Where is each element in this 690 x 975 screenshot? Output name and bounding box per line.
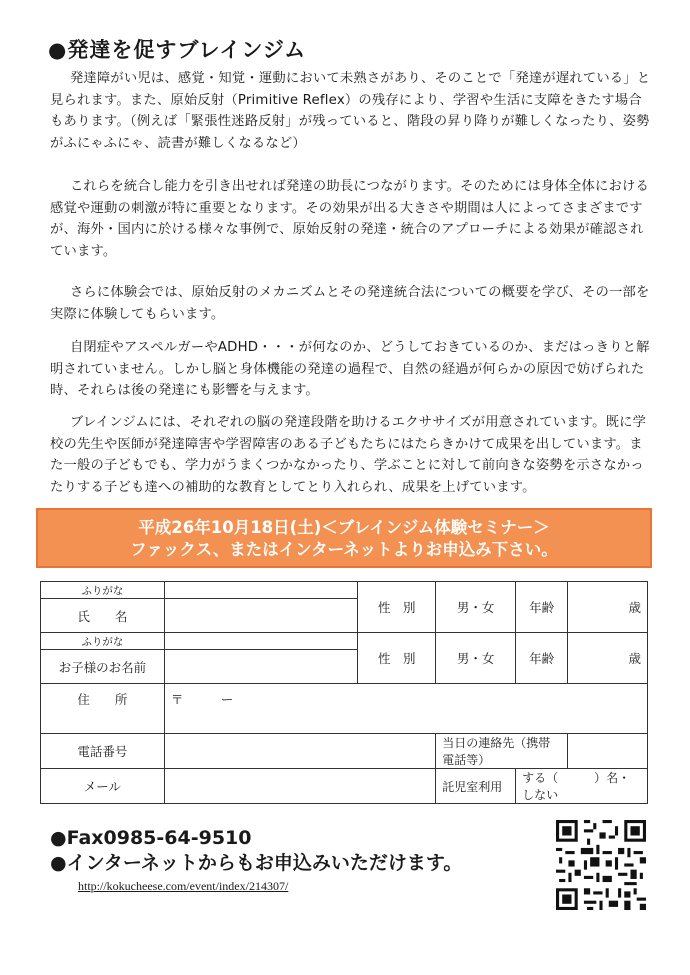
day-contact-label: 当日の連絡先（携帯電話等） xyxy=(436,734,568,769)
child-age-input[interactable] xyxy=(568,633,648,684)
address-label: 住 所 xyxy=(41,684,165,734)
contact-block xyxy=(50,826,462,876)
childcare-label: 託児室利用 xyxy=(436,769,516,804)
furigana-label: ふりがな xyxy=(41,582,165,599)
day-contact-input[interactable] xyxy=(568,734,648,769)
gender-label: 性 別 xyxy=(358,582,436,633)
email-label: メール xyxy=(41,769,165,804)
child-furigana-input[interactable] xyxy=(164,633,358,650)
age-label: 年齢 xyxy=(516,582,568,633)
page-title: ●発達を促すブレインジム xyxy=(48,38,307,62)
seminar-banner xyxy=(36,508,652,568)
phone-label: 電話番号 xyxy=(41,734,165,769)
application-form xyxy=(40,581,648,804)
name-input[interactable] xyxy=(164,599,358,633)
address-input[interactable] xyxy=(164,684,647,734)
child-gender-select[interactable]: 男・女 xyxy=(436,633,516,684)
paragraph-4: 自閉症やアスペルガーやADHD・・・が何なのか、どうしておきているのか、まだはっきりと解明されていません。しかし脳と身体機能の発達の過程で、自然の経過が何らかの原因で妨げられた時、それらは後の発達にも影響を与えます。 xyxy=(50,340,650,398)
name-label: 氏 名 xyxy=(41,599,165,633)
child-age-unit: 歳 xyxy=(628,651,641,666)
paragraph-1: 発達障がい児は、感覚・知覚・運動において未熟さがあり、そのことで「発達が遅れている」と見られます。また、原始反射（Primitive Reflex）の残存により、学習や生活に支障をきたす場合もあります。（例えば「緊張性迷路反射」が残っていると、階段の昇り降りが難しくなったり、姿勢がふにゃふにゃ、読書が難しくなるなど） xyxy=(50,71,651,151)
age-unit: 歳 xyxy=(628,600,641,615)
gender-select[interactable]: 男・女 xyxy=(436,582,516,633)
child-name-label: お子様のお名前 xyxy=(41,650,165,684)
postal-prefix: 〒 ー xyxy=(170,692,234,707)
banner-line-2: ファックス、またはインターネットよりお申込み下さい。 xyxy=(130,540,558,559)
age-input[interactable] xyxy=(568,582,648,633)
email-input[interactable] xyxy=(164,769,435,804)
child-name-input[interactable] xyxy=(164,650,358,684)
name-furigana-input[interactable] xyxy=(164,582,358,599)
internet-notice: ●インターネットからもお申込みいただけます。 xyxy=(50,852,463,874)
child-furigana-label: ふりがな xyxy=(41,633,165,650)
banner-line-1: 平成26年10月18日(土)＜ブレインジム体験セミナー＞ xyxy=(138,518,550,537)
fax-number: ●Fax0985-64-9510 xyxy=(50,827,252,849)
paragraph-5: ブレインジムには、それぞれの脳の発達段階を助けるエクササイズが用意されています。既に学校の先生や医師が発達障害や学習障害のある子どもたちにはたらきかけて成果を出しています。また一般の子どもでも、学力がうまくつかなかったり、学ぶことに対して前向きな姿勢を示さなかったりする子ども達への補助的な教育としてとり入れられ、成果を上げています。 xyxy=(50,415,647,495)
child-age-label: 年齢 xyxy=(516,633,568,684)
qr-code-icon xyxy=(556,820,646,910)
phone-input[interactable] xyxy=(164,734,435,769)
event-url-link[interactable]: http://kokucheese.com/event/index/214307/ xyxy=(78,879,289,893)
paragraph-3: さらに体験会では、原始反射のメカニズムとその発達統合法についての概要を学び、その一部を実際に体験してもらいます。 xyxy=(50,285,650,322)
child-gender-label: 性 別 xyxy=(358,633,436,684)
childcare-options[interactable]: する（ ）名・しない xyxy=(516,769,648,804)
paragraph-2: これらを統合し能力を引き出せれば発達の助長につながります。そのためには身体全体における感覚や運動の刺激が特に重要となります。その効果が出る大きさや期間は人によってさまざまですが、海外・国内に於ける様々な事例で、原始反射の発達・統合のアプローチによる効果が確認されています。 xyxy=(50,179,649,259)
